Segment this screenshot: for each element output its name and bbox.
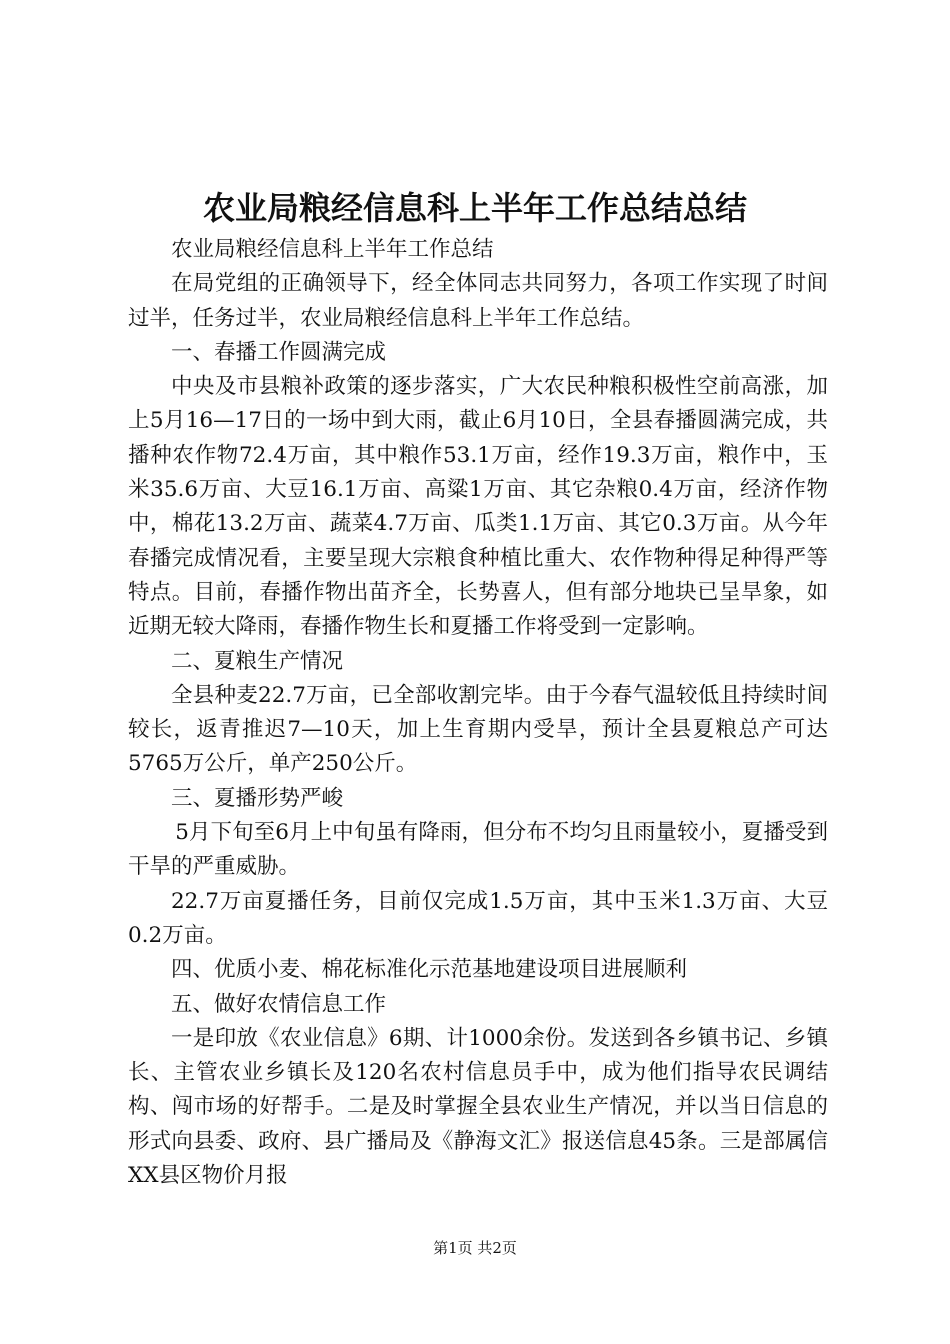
body-paragraph-subtitle: 农业局粮经信息科上半年工作总结 bbox=[171, 237, 494, 262]
section-heading-3: 三、夏播形势严峻 bbox=[171, 785, 344, 811]
body-paragraph-intro: 在局党组的正确领导下，经全体同志共同努力，各项工作实现了时间过半，任务过半，农业局粮经信息科上半年工作总结。 bbox=[128, 271, 828, 331]
section-heading-2: 二、夏粮生产情况 bbox=[171, 648, 344, 674]
document-title: 农业局粮经信息科上半年工作总结总结 bbox=[202, 189, 747, 227]
section-heading-5: 五、做好农情信息工作 bbox=[171, 991, 387, 1017]
document-body bbox=[128, 233, 828, 1193]
body-paragraph-drought: 5月下旬至6月上中旬虽有降雨，但分布不均匀且雨量较小，夏播受到干旱的严重威胁。 bbox=[128, 820, 828, 880]
body-paragraph-summer-sowing: 22.7万亩夏播任务，目前仅完成1.5万亩，其中玉米1.3万亩、大豆0.2万亩。 bbox=[128, 888, 828, 948]
section-heading-4: 四、优质小麦、棉花标准化示范基地建设项目进展顺利 bbox=[171, 957, 688, 983]
body-paragraph-summer-grain: 全县种麦22.7万亩，已全部收割完毕。由于今春气温较低且持续时间较长，返青推迟7—10天，加上生育期内受旱，预计全县夏粮总产可达5765万公斤，单产250公斤。 bbox=[128, 682, 828, 777]
section-heading-1: 一、春播工作圆满完成 bbox=[171, 339, 387, 365]
body-paragraph-spring-sowing: 中央及市县粮补政策的逐步落实，广大农民种粮积极性空前高涨，加上5月16—17日的一场中到大雨，截止6月10日，全县春播圆满完成，共播种农作物72.4万亩，其中粮作53.1万亩，经作19.3万亩，粮作中，玉米35.6万亩、大豆16.1万亩、高粱1万亩、其它杂粮0.4万亩，经济作物中，棉花13.2万亩、蔬菜4.7万亩、瓜类1.1万亩、其它0.3万亩。从今年春播完成情况看，主要呈现大宗粮食种植比重大、农作物种得足种得严等特点。目前，春播作物出苗齐全，长势喜人，但有部分地块已呈旱象，如近期无较大降雨，春播作物生长和夏播工作将受到一定影响。 bbox=[128, 374, 828, 640]
page-number-footer: 第1页 共2页 bbox=[433, 1239, 517, 1257]
body-paragraph-info-work: 一是印放《农业信息》6期、计1000余份。发送到各乡镇书记、乡镇长、主管农业乡镇长及120名农村信息员手中，成为他们指导农民调结构、闯市场的好帮手。二是及时掌握全县农业生产情况，并以当日信息的形式向县委、政府、县广播局及《静海文汇》报送信息45条。三是部属信XX县区物价月报 bbox=[128, 1025, 828, 1189]
